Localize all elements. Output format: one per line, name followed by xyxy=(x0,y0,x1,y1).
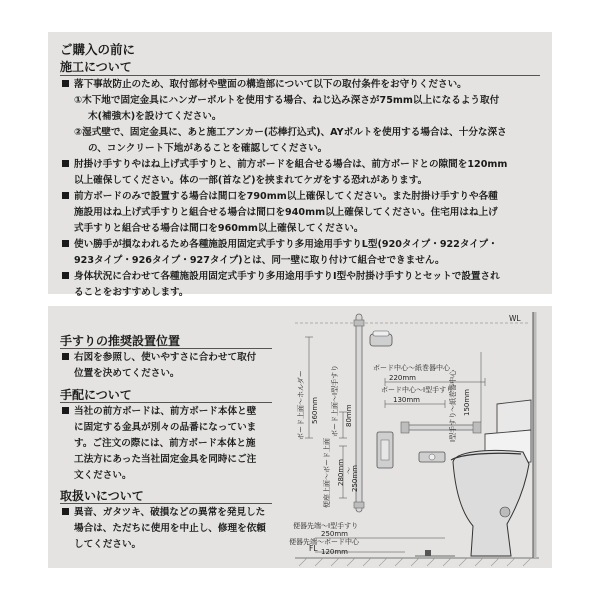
install-item-1-sub2: ②湿式壁で、固定金具に、あと施工アンカー(芯棒打込式)、AYボルトを使用する場合は、十分な深さ xyxy=(74,127,507,138)
install-divider xyxy=(60,75,540,76)
recommend-item-cont: 位置を決めてください。 xyxy=(74,368,180,379)
install-item-3-cont2: 式手すりと組合せる場合は間口を960mm以上確保してください。 xyxy=(74,223,364,234)
bullet-square-icon xyxy=(62,407,69,414)
toilet-tank xyxy=(497,400,531,434)
arrange-item-cont2: す。ご注文の際には、前方ボード本体と施 xyxy=(74,438,256,449)
i-handrail xyxy=(403,425,479,430)
install-item-5-cont: ることをおすすめします。 xyxy=(74,287,189,298)
handling-item-cont2: してください。 xyxy=(74,539,142,550)
install-item-1-sub1-cont: 木(補強木)を設けてください。 xyxy=(88,111,222,122)
wl-label: WL xyxy=(509,314,521,323)
dim-board-center-paper-label: ボード中心〜紙巻器中心 xyxy=(373,364,450,372)
install-item-5: 身体状況に合わせて各種施設用固定式手すり多用途用手すりI型や肘掛け手すりとセットで設置され xyxy=(62,269,500,285)
handling-item: 異音、ガタツキ、破損などの異常を発見した xyxy=(62,505,265,521)
dim-handrail-paper-value: 150mm xyxy=(463,389,471,416)
arrange-item-cont3: 工法方にあった当社固定金具を同時にご注 xyxy=(74,454,257,465)
arrange-item-cont4: 文ください。 xyxy=(74,470,132,481)
recommend-title: 手すりの推奨設置位置 xyxy=(60,334,181,348)
purchase-notice-title: ご購入の前に xyxy=(60,42,136,57)
dim-board-top-holder-label: ボード上面〜ホルダー xyxy=(297,370,305,440)
arrange-item-cont1: に固定する金具が別々の品番になっていま xyxy=(74,422,257,433)
floor-hatch xyxy=(295,558,539,566)
floor-anchor xyxy=(425,550,431,556)
install-item-1-sub2-cont: の、コンクリート下地があることを確認してください。 xyxy=(88,143,328,154)
handling-title: 取扱いについて xyxy=(60,489,144,503)
bullet-square-icon xyxy=(62,80,69,87)
dim-seat-board-value: 280mm xyxy=(337,459,345,486)
dim-toilet-board-label: 便器先端〜ボード中心 xyxy=(289,538,359,546)
dim-toilet-handrail-label: 便器先端〜I型手すり xyxy=(293,522,359,530)
install-item-2: 肘掛け手すりやはね上げ式手すりと、前方ボードを組合せる場合は、前方ボードとの隙間を120mm xyxy=(62,157,507,173)
dim-board-top-handrail-label: ボード上面〜I型手すり xyxy=(331,364,339,437)
bullet-square-icon xyxy=(62,353,69,360)
handrail-position-diagram xyxy=(285,312,547,568)
dim-board-top-holder-value: 560mm xyxy=(311,397,319,424)
install-item-1-sub1: ①木下地で固定金具にハンガーボルトを使用する場合、ねじ込み深さが75mm以上になるよう取付 xyxy=(74,95,500,106)
handling-divider xyxy=(60,503,272,504)
arrange-item: 当社の前方ボードは、前方ボード本体と壁 xyxy=(62,404,256,420)
fl-label: FL xyxy=(309,544,318,553)
dim-toilet-board-value: 120mm xyxy=(321,548,348,556)
recommend-item: 右図を参照し、使いやすさに合わせて取付 xyxy=(62,350,256,366)
install-item-4-cont: 923タイプ・926タイプ・927タイプ)とは、同一壁に取り付けて組合せできません。 xyxy=(74,255,445,266)
install-item-2-cont: 以上確保してください。体の一部(首など)を挟まれてケガをする恐れがあります。 xyxy=(74,175,428,186)
bullet-square-icon xyxy=(62,240,69,247)
dim-board-top-handrail-value: 80mm xyxy=(345,404,353,427)
dim-seat-board-label: 便座上面〜ボード上面 xyxy=(323,438,331,508)
install-item-3-cont1: 施設用はね上げ式手すりと組合せる場合は間口を940mm以上確保してください。住宅用はね上げ xyxy=(74,207,498,218)
bullet-square-icon xyxy=(62,508,69,515)
install-item-4: 使い勝手が損なわれるため各種施設用固定式手すり多用途用手すりL型(920タイプ・922タイプ・ xyxy=(62,237,498,253)
dim-seat-board-max: 250mm xyxy=(351,465,359,492)
install-item-1: 落下事故防止のため、取付部材や壁面の構造部について以下の取付条件をお守りください。 xyxy=(62,77,467,93)
install-item-3: 前方ボードのみで設置する場合は間口を790mm以上確保してください。また肘掛け手すりや各種 xyxy=(62,189,498,205)
dim-board-center-paper-value: 220mm xyxy=(389,374,416,382)
arrange-title: 手配について xyxy=(60,388,132,402)
dim-board-center-handrail-label: ボード中心〜I型手すり xyxy=(381,386,454,394)
install-section-title: 施工について xyxy=(60,60,132,74)
recommend-divider xyxy=(60,348,272,349)
handling-item-cont1: 場合は、ただちに使用を中止し、修理を依頼 xyxy=(74,523,266,534)
dim-board-center-handrail-value: 130mm xyxy=(393,396,420,404)
dim-handrail-paper-label: I型手すり〜紙巻器中心 xyxy=(449,369,457,442)
bullet-square-icon xyxy=(62,272,69,279)
dim-seat-board-min: 〜 xyxy=(345,467,353,474)
bullet-square-icon xyxy=(62,192,69,199)
arrange-divider xyxy=(60,402,272,403)
bullet-square-icon xyxy=(62,160,69,167)
dim-toilet-handrail-value: 250mm xyxy=(321,530,348,538)
toilet-bowl xyxy=(453,450,529,556)
